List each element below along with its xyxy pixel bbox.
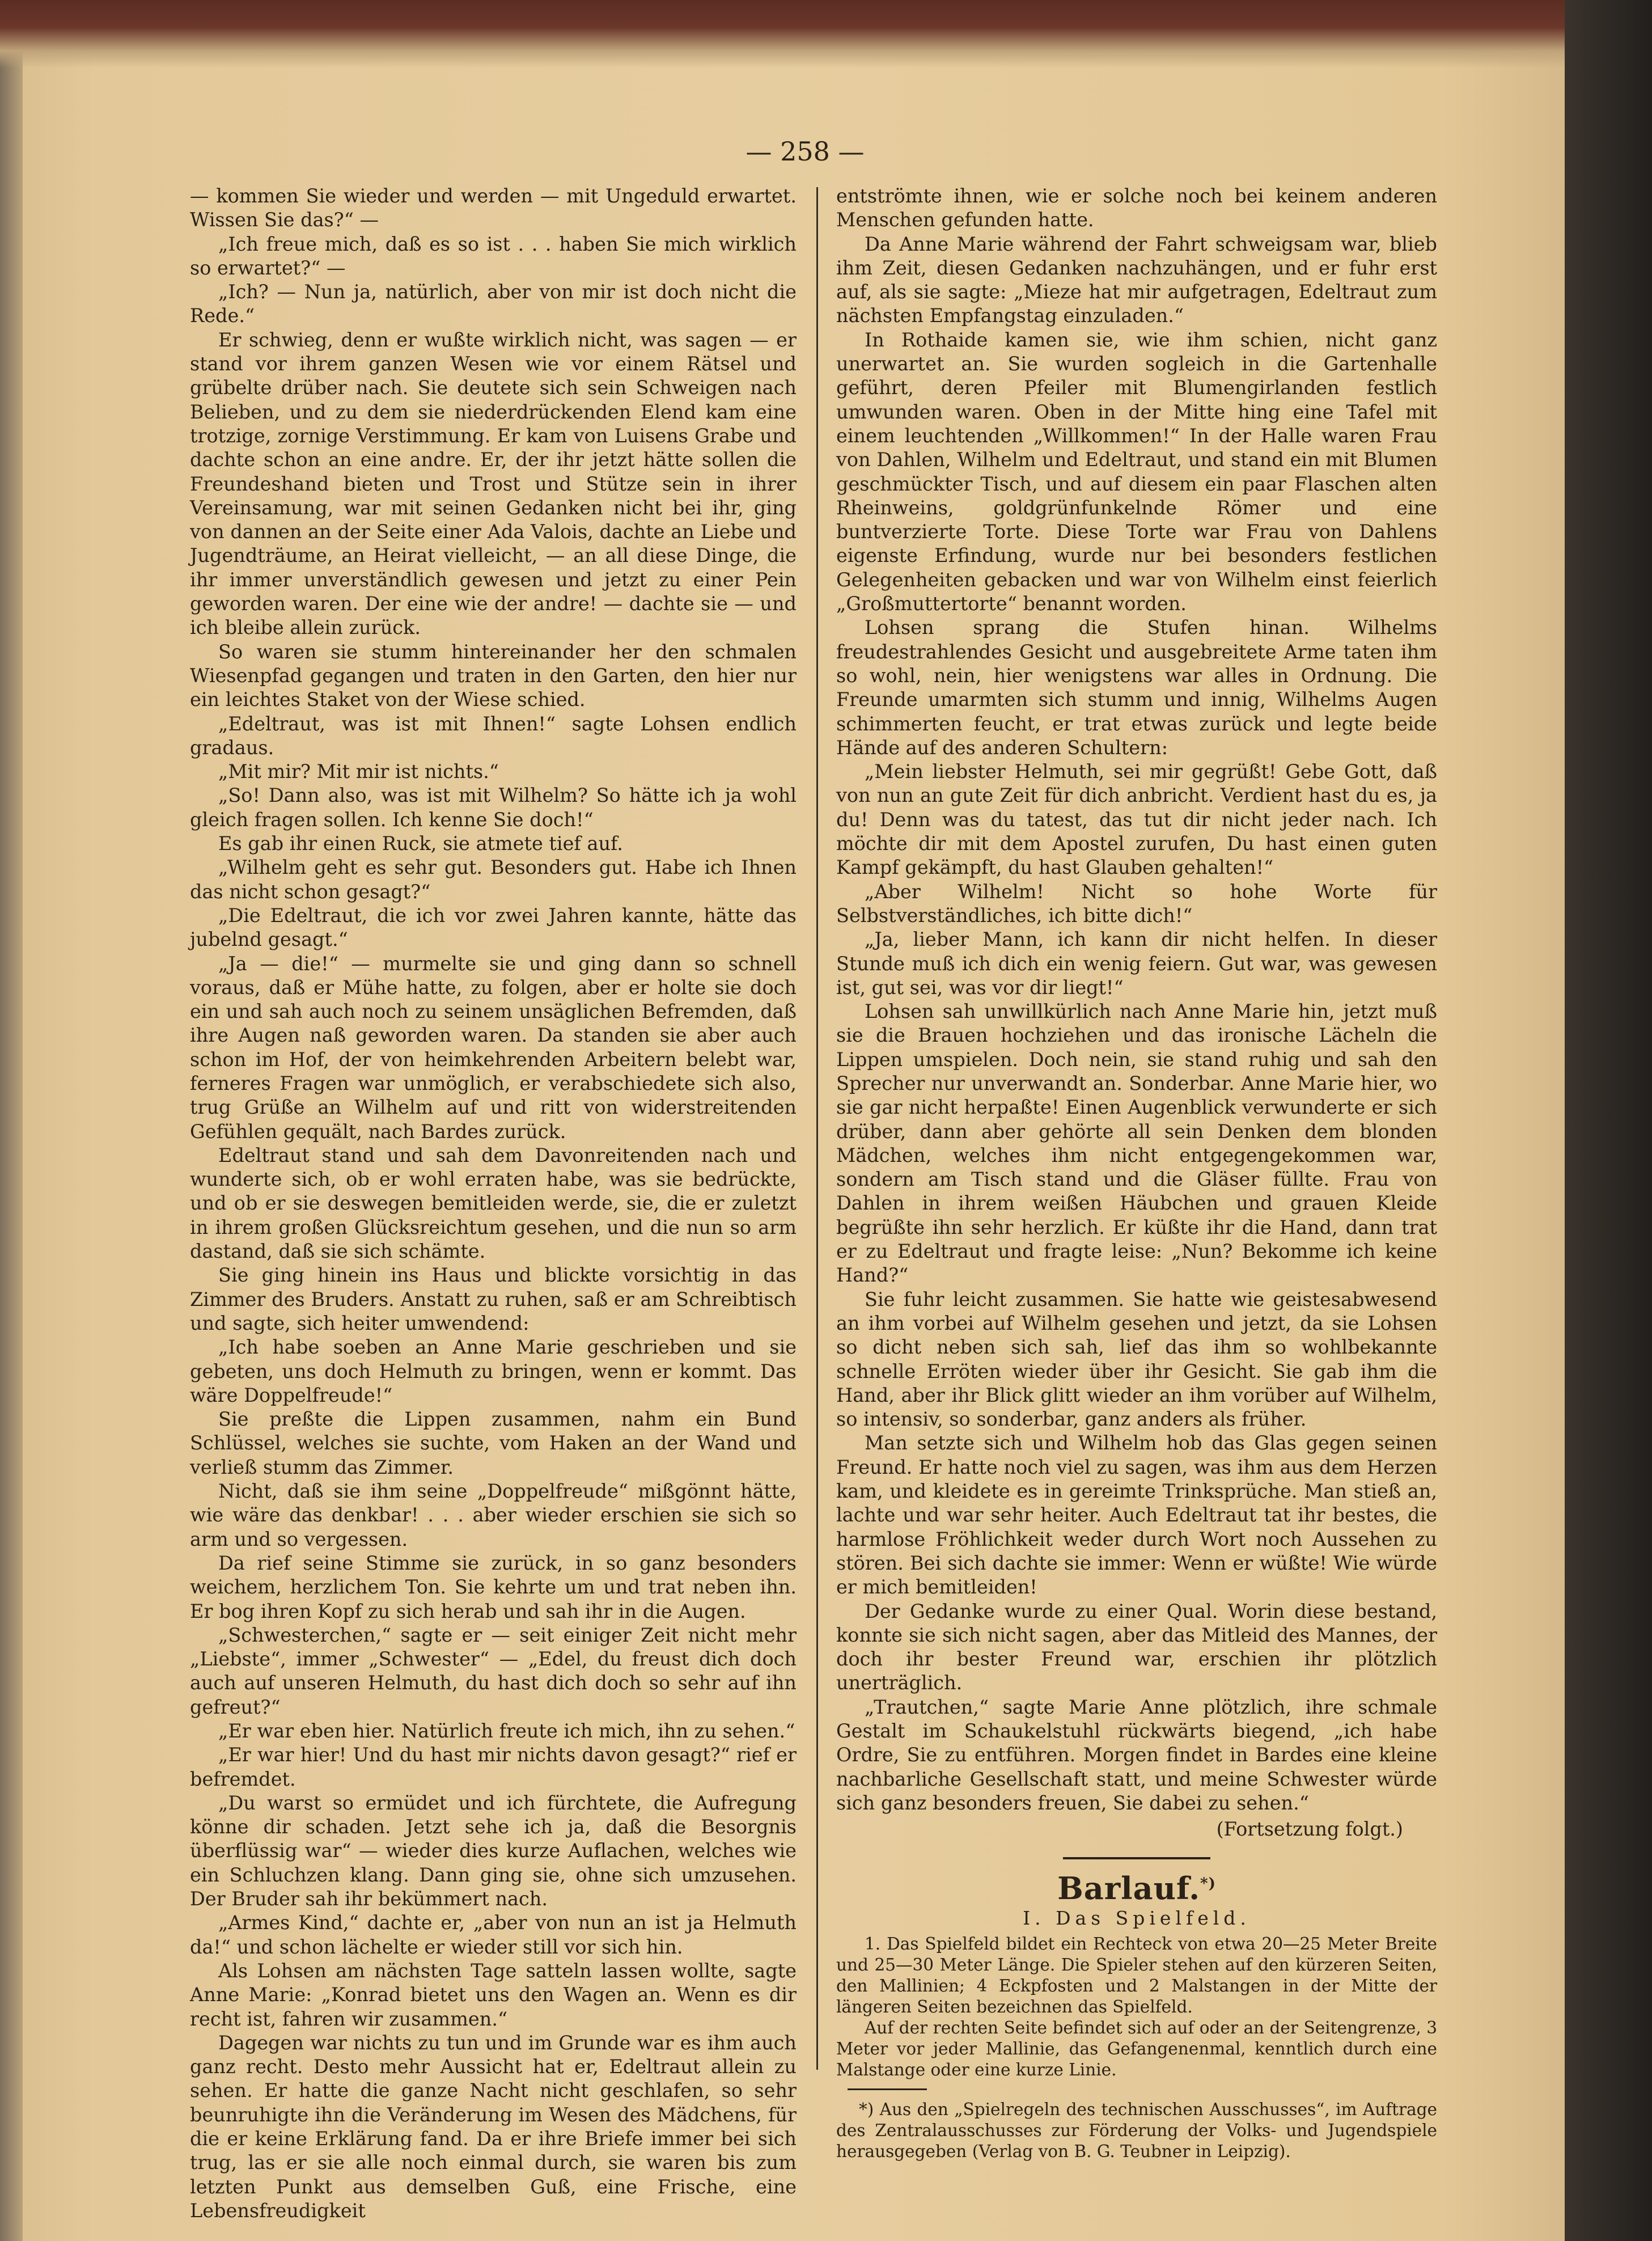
paragraph: „Aber Wilhelm! Nicht so hohe Worte für Selbstverständliches, ich bitte dich!“ [836, 880, 1437, 927]
background-margin [1565, 0, 1652, 2241]
page-number: — 258 — [745, 136, 865, 167]
paragraph: „Edeltraut, was ist mit Ihnen!“ sagte Lohsen endlich gradaus. [190, 712, 797, 759]
paragraph: „Wilhelm geht es sehr gut. Besonders gut. Habe ich Ihnen das nicht schon gesagt?“ [190, 856, 797, 903]
paragraph: Da rief seine Stimme sie zurück, in so ganz besonders weichem, herzlichem Ton. Sie kehrte um und trat neben ihn. Er bog ihren Kopf zu sich herab und sah ihr in die Augen. [190, 1551, 797, 1622]
paragraph: Dagegen war nichts zu tun und im Grunde war es ihm auch ganz recht. Desto mehr Aussicht hat er, Edeltraut allein zu sehen. Er hatte die ganze Nacht nicht geschlafen, so sehr beunruhigte ihn die Veränderung im Wesen des Mädchens, für die er keine Erklärung fand. Da er ihre Briefe immer bei sich trug, las er sie alle noch einmal durch, sie waren bis zum letzten Punkt aus demselben Guß, eine Frische, eine Lebensfreudigkeit [190, 2031, 797, 2222]
paragraph: „Ich? — Nun ja, natürlich, aber von mir ist doch nicht die Rede.“ [190, 281, 797, 327]
paragraph: Nicht, daß sie ihm seine „Doppelfreude“ mißgönnt hätte, wie wäre das denkbar! . . . aber wieder erschien sie sich so arm und so vergessen. [190, 1480, 797, 1550]
paragraph: Man setzte sich und Wilhelm hob das Glas gegen seinen Freund. Er hatte noch viel zu sagen, was ihm aus dem Herzen kam, und kleidete es in gereimte Trinksprüche. Man stieß an, lachte und war sehr heiter. Auch Edeltraut tat ihr bestes, die harmlose Fröhlichkeit weder durch Wort noch Aussehen zu stören. Bei sich dachte sie immer: Wenn er wüßte! Wie würde er mich bemitleiden! [836, 1432, 1437, 1599]
footnote: *) Aus den „Spielregeln des technischen Ausschusses“, im Auftrage des Zentralausschusses zur Förderung der Volks- und Jugendspiele herausgegeben (Verlag von B. G. Teubner in Leipzig). [836, 2100, 1437, 2162]
continuation-note: (Fortsetzung folgt.) [1216, 1818, 1403, 1841]
paragraph: Edeltraut stand und sah dem Davonreitenden nach und wunderte sich, ob er wohl erraten habe, was sie bedrückte, und ob er sie deswegen bemitleiden werde, sie, die er zuletzt in ihrem großen Glücksreichtum gesehen, und die nun so arm dastand, daß sie sich schämte. [190, 1144, 797, 1263]
footnote-marker: *) [1200, 1875, 1216, 1893]
left-column [190, 184, 797, 2223]
article-title-text: Barlauf. [1057, 1870, 1201, 1907]
top-page-edge [0, 0, 1565, 68]
paragraph: Sie preßte die Lippen zusammen, nahm ein Bund Schlüssel, welches sie suchte, vom Haken an der Wand und verließ stumm das Zimmer. [190, 1408, 797, 1478]
paragraph: „Mit mir? Mit mir ist nichts.“ [218, 760, 499, 783]
binding-edge [0, 0, 23, 2241]
paragraph: „Du warst so ermüdet und ich fürchtete, die Aufregung könne dir schaden. Jetzt sehe ich ja, daß die Besorgnis überflüssig war“ — wieder dies kurze Auflachen, welches wie ein Schluchzen klang. Dann ging sie, ohne sich umzusehen. Der Bruder sah ihr bekümmert nach. [190, 1791, 797, 1910]
paragraph: „Trautchen,“ sagte Marie Anne plötzlich, ihre schmale Gestalt im Schaukelstuhl rückwärts biegend, „ich habe Ordre, Sie zu entführen. Morgen findet in Bardes eine kleine nachbarliche Gesellschaft statt, und meine Schwester würde sich ganz besonders freuen, Sie dabei zu sehen.“ [836, 1695, 1437, 1814]
right-column [836, 184, 1437, 2162]
paragraph: Sie ging hinein ins Haus und blickte vorsichtig in das Zimmer des Bruders. Anstatt zu ruhen, saß er am Schreibtisch und sagte, sich heiter umwendend: [190, 1264, 797, 1334]
paragraph: Lohsen sah unwillkürlich nach Anne Marie hin, jetzt muß sie die Brauen hochziehen und das ironische Lächeln die Lippen umspielen. Doch nein, sie stand ruhig und sah den Sprecher nur unverwandt an. Sonderbar. Anne Marie hier, wo sie gar nicht herpaßte! Einen Augenblick verwunderte er sich drüber, dann aber gehörte all sein Denken dem blonden Mädchen, welches ihm nicht entgegengekommen war, sondern am Tisch stand und die Gläser füllte. Frau von Dahlen in ihrem weißen Häubchen und grauen Kleide begrüßte ihn sehr herzlich. Er küßte ihr die Hand, dann trat er zu Edeltraut und fragte leise: „Nun? Bekomme ich keine Hand?“ [836, 1000, 1437, 1287]
paragraph: „So! Dann also, was ist mit Wilhelm? So hätte ich ja wohl gleich fragen sollen. Ich kenne Sie doch!“ [190, 784, 797, 831]
paragraph: — kommen Sie wieder und werden — mit Ungeduld erwartet. Wissen Sie das?“ — [190, 185, 797, 231]
paragraph: „Mein liebster Helmuth, sei mir gegrüßt! Gebe Gott, daß von nun an gute Zeit für dich anbricht. Verdient hast du es, ja du! Denn was du tatest, das tut dir nicht jeder nach. Ich möchte dir mit dem Apostel zurufen, Du hast einen guten Kampf gekämpft, du hast Glauben gehalten!“ [836, 760, 1437, 879]
section-divider [1063, 1857, 1210, 1859]
column-divider [816, 187, 818, 2070]
article-title [836, 1870, 1437, 1907]
paragraph: Es gab ihr einen Ruck, sie atmete tief auf. [218, 832, 623, 855]
paragraph: „Er war eben hier. Natürlich freute ich mich, ihn zu sehen.“ [218, 1720, 795, 1742]
paragraph: „Ja — die!“ — murmelte sie und ging dann so schnell voraus, daß er Mühe hatte, zu folgen, aber er holte sie doch ein und sah auch noch zu seinem unsäglichen Befremden, daß ihre Augen naß geworden waren. Da standen sie aber auch schon im Hof, der von heimkehrenden Arbeitern belebt war, ferneres Fragen war unmöglich, er verabschiedete sich also, trug Grüße an Wilhelm auf und ritt von widerstreitenden Gefühlen gequält, nach Bardes zurück. [190, 952, 797, 1143]
paragraph: „Ich habe soeben an Anne Marie geschrieben und sie gebeten, uns doch Helmuth zu bringen, wenn er kommt. Das wäre Doppelfreude!“ [190, 1336, 797, 1406]
subsection-heading: I. Das Spielfeld. [1023, 1906, 1251, 1929]
paragraph: „Schwesterchen,“ sagte er — seit einiger Zeit nicht mehr „Liebste“, immer „Schwester“ — „Edel, du freust dich doch auch auf unseren Helmuth, du hast dich doch so sehr auf ihn gefreut?“ [190, 1623, 797, 1718]
paragraph: entströmte ihnen, wie er solche noch bei keinem anderen Menschen gefunden hatte. [836, 185, 1437, 231]
article-paragraph: 1. Das Spielfeld bildet ein Rechteck von etwa 20—25 Meter Breite und 25—30 Meter Länge. Die Spieler stehen auf den kürzeren Seiten, den Mallinien; 4 Eckpfosten und 2 Malstangen in der Mitte der längeren Seiten bezeichnen das Spielfeld. [836, 1934, 1437, 2017]
paragraph: Da Anne Marie während der Fahrt schweigsam war, blieb ihm Zeit, diesen Gedanken nachzuhängen, und er fuhr erst auf, als sie sagte: „Mieze hat mir aufgetragen, Edeltraut zum nächsten Empfangstag einzuladen.“ [836, 232, 1437, 327]
paragraph: Der Gedanke wurde zu einer Qual. Worin diese bestand, konnte sie sich nicht sagen, aber das Mitleid des Mannes, der doch ihr bester Freund war, erschien ihr plötzlich unerträglich. [836, 1600, 1437, 1694]
paragraph: „Armes Kind,“ dachte er, „aber von nun an ist ja Helmuth da!“ und schon lächelte er wieder still vor sich hin. [190, 1912, 797, 1958]
paragraph: Er schwieg, denn er wußte wirklich nicht, was sagen — er stand vor ihrem ganzen Wesen wie vor einem Rätsel und grübelte drüber nach. Sie deutete sich sein Schweigen nach Belieben, und zu dem sie niederdrückenden Elend kam eine trotzige, zornige Verstimmung. Er kam von Luisens Grabe und dachte schon an eine andre. Er, der ihr jetzt hätte sollen die Freundeshand bieten und Trost und Stütze sein in ihrer Vereinsamung, war mit seinen Gedanken nicht bei ihr, ging von dannen an der Seite einer Ada Valois, dachte an Liebe und Jugendträume, an Heirat vielleicht, — an all diese Dinge, die ihr immer unverständlich gewesen und jetzt zu einer Pein geworden waren. Der eine wie der andre! — dachte sie — und ich bleibe allein zurück. [190, 328, 797, 639]
paragraph: Lohsen sprang die Stufen hinan. Wilhelms freudestrahlendes Gesicht und ausgebreitete Arme taten ihm so wohl, nein, hier wenigstens war alles in Ordnung. Die Freunde umarmten sich stumm und innig, Wilhelms Augen schimmerten feucht, er trat etwas zurück und legte beide Hände auf des anderen Schultern: [836, 616, 1437, 759]
paragraph: In Rothaide kamen sie, wie ihm schien, nicht ganz unerwartet an. Sie wurden sogleich in die Gartenhalle geführt, deren Pfeiler mit Blumengirlanden festlich umwunden waren. Oben in der Mitte hing eine Tafel mit einem leuchtenden „Willkommen!“ In der Halle waren Frau von Dahlen, Wilhelm und Edeltraut, und stand ein mit Blumen geschmückter Tisch, und auf diesem ein paar Flaschen alten Rheinweins, goldgrünfunkelnde Römer und eine buntverzierte Torte. Diese Torte war Frau von Dahlens eigenste Erfindung, wurde nur bei besonders festlichen Gelegenheiten gebacken und war von Wilhelm einst feierlich „Großmuttertorte“ benannt worden. [836, 328, 1437, 615]
paragraph: „Ja, lieber Mann, ich kann dir nicht helfen. In dieser Stunde muß ich dich ein wenig feiern. Gut war, was gewesen ist, gut sei, was vor dir liegt!“ [836, 928, 1437, 999]
paragraph: „Ich freue mich, daß es so ist . . . haben Sie mich wirklich so erwartet?“ — [190, 232, 797, 279]
article-paragraph: Auf der rechten Seite befindet sich auf oder an der Seitengrenze, 3 Meter vor jeder Mallinie, das Gefangenenmal, kenntlich durch eine Malstange oder eine kurze Linie. [836, 2018, 1437, 2080]
paragraph: So waren sie stumm hintereinander her den schmalen Wiesenpfad gegangen und traten in den Garten, den hier nur ein leichtes Staket von der Wiese schied. [190, 640, 797, 711]
footnote-divider [848, 2088, 927, 2090]
paragraph: „Die Edeltraut, die ich vor zwei Jahren kannte, hätte das jubelnd gesagt.“ [190, 904, 797, 951]
paragraph: Sie fuhr leicht zusammen. Sie hatte wie geistesabwesend an ihm vorbei auf Wilhelm gesehen und jetzt, da sie Lohsen so dicht neben sich sah, lief das ihm so wohlbekannte schnelle Erröten wieder über ihr Gesicht. Sie gab ihm die Hand, aber ihr Blick glitt wieder an ihm vorüber auf Wilhelm, so intensiv, so sonderbar, ganz anders als früher. [836, 1288, 1437, 1431]
paragraph: „Er war hier! Und du hast mir nichts davon gesagt?“ rief er befremdet. [190, 1744, 797, 1790]
paragraph: Als Lohsen am nächsten Tage satteln lassen wollte, sagte Anne Marie: „Konrad bietet uns den Wagen an. Wenn es dir recht ist, fahren wir zusammen.“ [190, 1959, 797, 2030]
